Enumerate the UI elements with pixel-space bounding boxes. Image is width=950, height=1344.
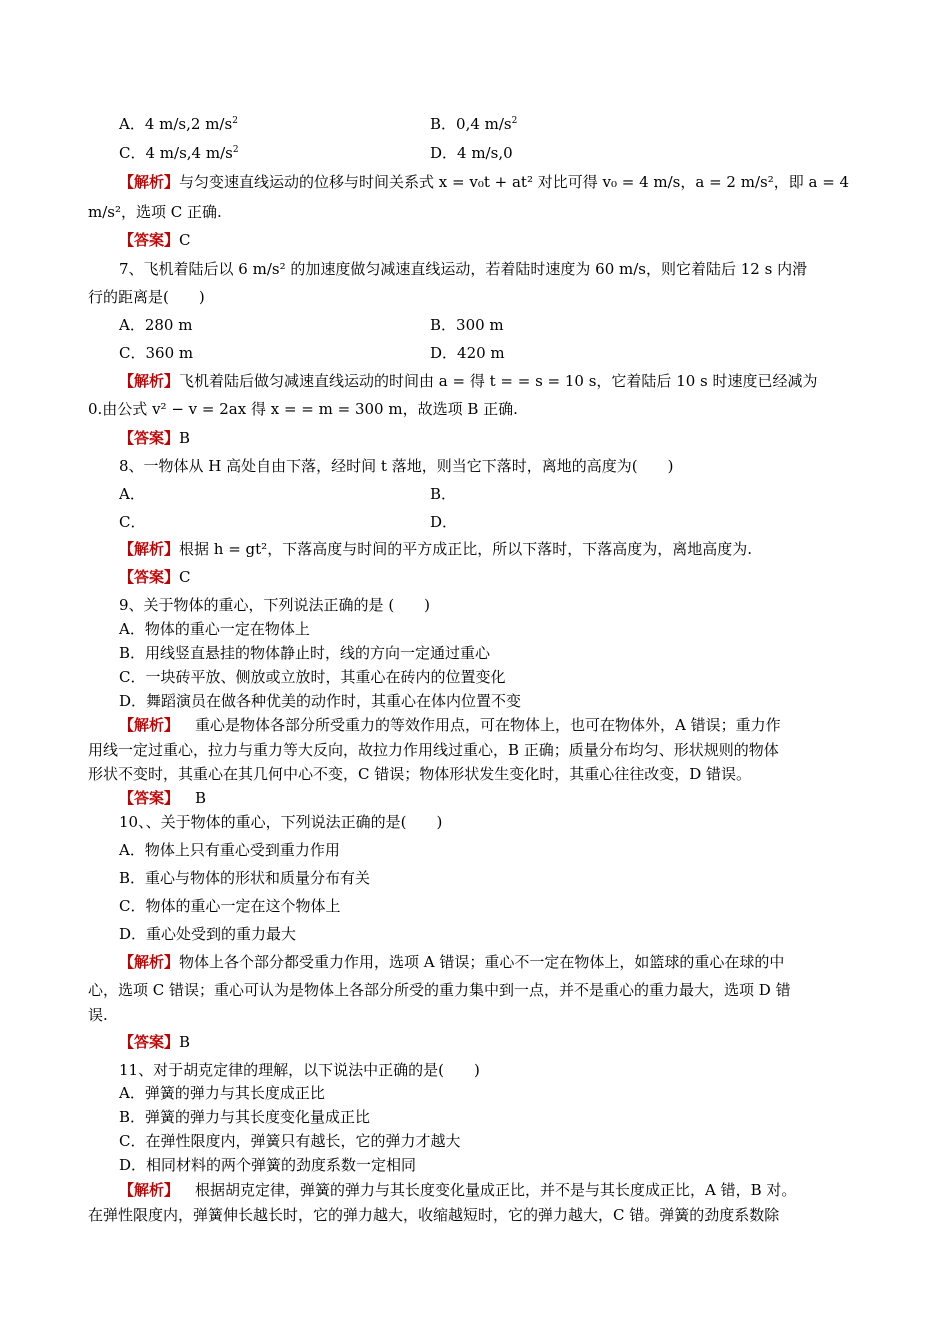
q7-stem-line-2: 行的距离是( )	[88, 288, 205, 306]
q10-analysis-line-1: 【解析】物体上各个部分都受重力作用，选项 A 错误；重心不一定在物体上，如篮球的重心在球的中	[119, 953, 785, 971]
q7-answer: 【答案】B	[119, 429, 191, 447]
q6-analysis-line-2: m/s²，选项 C 正确.	[88, 203, 222, 221]
q11-stem: 11、对于胡克定律的理解，以下说法中正确的是( )	[119, 1061, 480, 1079]
q10-option-d: D．重心处受到的重力最大	[119, 925, 297, 943]
q6-option-b: B．0,4 $m/s^2$	[430, 115, 518, 133]
q10-option-a: A．物体上只有重心受到重力作用	[119, 841, 340, 859]
q11-option-d: D．相同材料的两个弹簧的劲度系数一定相同	[119, 1156, 417, 1174]
q9-option-c: C．一块砖平放、侧放或立放时，其重心在砖内的位置变化	[119, 668, 506, 686]
q7-analysis-line-2: 0.由公式 v² − v = 2ax 得 x = = m = 300 m，故选项 B 正确.	[88, 400, 518, 418]
q7-stem-line-1: 7、飞机着陆后以 6 m/s² 的加速度做匀减速直线运动，若着陆时速度为 60 m/s，则它着陆后 12 s 内滑	[119, 260, 808, 278]
q11-option-a: A．弹簧的弹力与其长度成正比	[119, 1084, 325, 1102]
q9-answer: 【答案】 B	[119, 789, 207, 807]
q9-analysis-line-2: 用线一定过重心，拉力与重力等大反向，故拉力作用线过重心，B 正确；质量分布均匀、形状规则的物体	[88, 741, 779, 759]
q7-analysis-line-1: 【解析】飞机着陆后做匀减速直线运动的时间由 a = 得 t = = s = 10 s，它着陆后 10 s 时速度已经减为	[119, 372, 818, 390]
q8-option-c: C．	[119, 513, 146, 531]
q10-stem: 10、、关于物体的重心，下列说法正确的是( )	[119, 813, 443, 831]
q7-option-c: C．360 m	[119, 344, 194, 362]
q10-option-b: B．重心与物体的形状和质量分布有关	[119, 869, 371, 887]
q9-stem: 9、关于物体的重心，下列说法正确的是 ( )	[119, 596, 431, 614]
q8-stem: 8、一物体从 H 高处自由下落，经时间 t 落地，则当它下落时，离地的高度为( )	[119, 457, 674, 475]
q6-option-a: A．4 m/s,2 $m/s^2$	[119, 115, 238, 133]
q8-option-a: A．	[119, 485, 145, 503]
q11-option-c: C．在弹性限度内，弹簧只有越长，它的弹力才越大	[119, 1132, 461, 1150]
q11-analysis-line-1: 【解析】 根据胡克定律，弹簧的弹力与其长度变化量成正比，并不是与其长度成正比，A 错，B 对。	[119, 1181, 797, 1199]
q9-analysis-line-3: 形状不变时，其重心在其几何中心不变，C 错误；物体形状发生变化时，其重心往往改变，D 错误。	[88, 765, 752, 783]
q8-option-d: D．	[430, 513, 458, 531]
q6-option-c: C．4 m/s,4 $m/s^2$	[119, 144, 239, 162]
q8-answer: 【答案】C	[119, 568, 191, 586]
q8-analysis-line-1: 【解析】根据 h = gt²，下落高度与时间的平方成正比，所以下落时，下落高度为，离地高度为.	[119, 540, 752, 558]
q8-option-b: B．	[430, 485, 457, 503]
analysis-tag: 【解析】	[119, 173, 180, 191]
q10-analysis-line-2: 心，选项 C 错误；重心可认为是物体上各部分所受的重力集中到一点，并不是重心的重力最大，选项 D 错	[88, 981, 791, 999]
q7-option-a: A．280 m	[119, 316, 193, 334]
q9-option-a: A．物体的重心一定在物体上	[119, 620, 310, 638]
q6-analysis-line-1: 【解析】与匀变速直线运动的位移与时间关系式 x = v₀t + at² 对比可得 v₀ = 4 m/s，a = 2 m/s²，即 a = 4	[119, 173, 850, 191]
q9-option-d: D．舞蹈演员在做各种优美的动作时，其重心在体内位置不变	[119, 692, 522, 710]
q10-analysis-line-3: 误.	[88, 1006, 108, 1024]
q6-answer: 【答案】C	[119, 231, 191, 249]
q9-option-b: B．用线竖直悬挂的物体静止时，线的方向一定通过重心	[119, 644, 491, 662]
q9-analysis-line-1: 【解析】 重心是物体各部分所受重力的等效作用点，可在物体上，也可在物体外，A 错误；重力作	[119, 716, 781, 734]
q11-analysis-line-2: 在弹性限度内，弹簧伸长越长时，它的弹力越大，收缩越短时，它的弹力越大，C 错。弹簧的劲度系数除	[88, 1206, 780, 1224]
q6-option-d: D．4 m/s,0	[430, 144, 513, 162]
q10-answer: 【答案】B	[119, 1033, 191, 1051]
q7-option-d: D．420 m	[430, 344, 505, 362]
q10-option-c: C．物体的重心一定在这个物体上	[119, 897, 341, 915]
q7-option-b: B．300 m	[430, 316, 504, 334]
q11-option-b: B．弹簧的弹力与其长度变化量成正比	[119, 1108, 371, 1126]
